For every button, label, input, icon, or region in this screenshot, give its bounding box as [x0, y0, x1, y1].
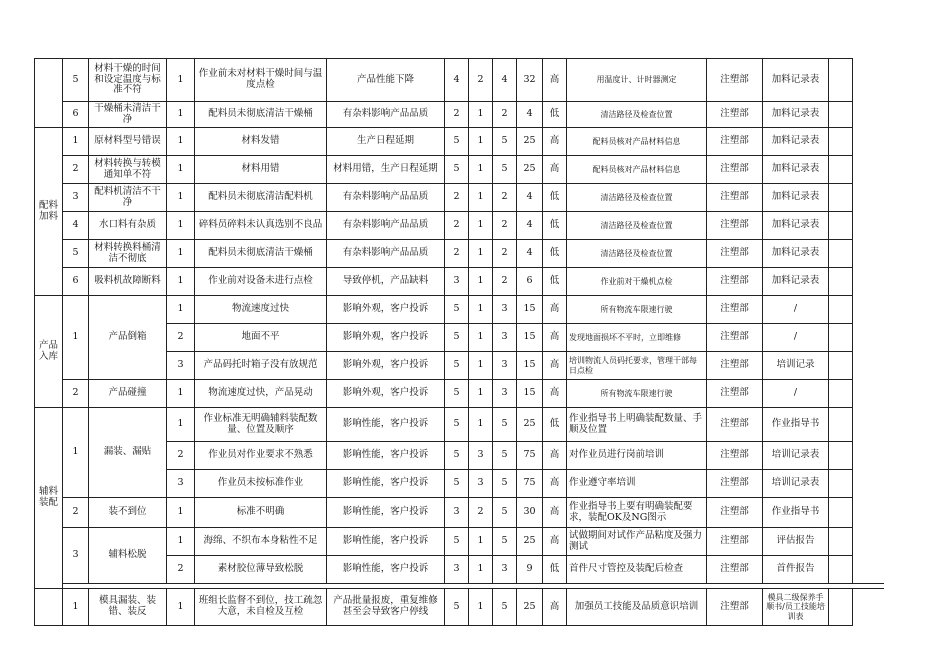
- item-number: 6: [63, 268, 89, 296]
- detection-score: 5: [493, 470, 517, 498]
- severity-score: 4: [445, 59, 469, 102]
- failure-cause: 物流速度过快: [195, 296, 327, 324]
- item-number: 3: [63, 184, 89, 212]
- record-document: 加料记录表: [763, 240, 829, 268]
- detection-score: 5: [493, 589, 517, 626]
- responsible-dept: 注塑部: [707, 380, 763, 408]
- record-document: 模具二级保养手顺书/员工技能培训表: [763, 589, 829, 626]
- severity-score: 2: [445, 184, 469, 212]
- failure-effect: 影响外观，客户投诉: [327, 352, 445, 380]
- failure-mode: 装不到位: [89, 498, 167, 528]
- occurrence-score: 1: [469, 589, 493, 626]
- process-stage: 辅料装配: [35, 408, 63, 589]
- cause-number: 3: [167, 352, 195, 380]
- failure-effect: 影响性能，客户投诉: [327, 470, 445, 498]
- failure-cause: 标准不明确: [195, 498, 327, 528]
- failure-effect: 影响性能，客户投诉: [327, 442, 445, 470]
- failure-cause: 作业标准无明确辅料装配数量、位置及顺序: [195, 408, 327, 442]
- detection-score: 2: [493, 102, 517, 128]
- failure-effect: 有杂料影响产品品质: [327, 212, 445, 240]
- rpn-value: 75: [517, 442, 543, 470]
- control-measure: 配料员核对产品材料信息: [567, 128, 707, 156]
- record-document: 培训记录: [763, 352, 829, 380]
- risk-analysis-table: [34, 58, 884, 626]
- record-document: 加料记录表: [763, 128, 829, 156]
- severity-score: 3: [445, 556, 469, 584]
- failure-effect: 影响性能，客户投诉: [327, 528, 445, 556]
- process-stage: 产品入库: [35, 296, 63, 408]
- cause-number: 2: [167, 556, 195, 584]
- failure-mode: 材料干燥的时间和设定温度与标准不符: [89, 59, 167, 102]
- risk-level: 低: [543, 212, 567, 240]
- rpn-value: 6: [517, 268, 543, 296]
- table-row: [35, 212, 885, 240]
- failure-mode: 产品碰撞: [89, 380, 167, 408]
- occurrence-score: 1: [469, 102, 493, 128]
- cause-number: 1: [167, 128, 195, 156]
- failure-mode: 产品倒箱: [89, 296, 167, 380]
- severity-score: 2: [445, 240, 469, 268]
- risk-level: 低: [543, 102, 567, 128]
- severity-score: 5: [445, 442, 469, 470]
- responsible-dept: 注塑部: [707, 589, 763, 626]
- failure-mode: 吸料机故障断料: [89, 268, 167, 296]
- failure-effect: 影响性能，客户投诉: [327, 408, 445, 442]
- control-measure: 首件尺寸管控及装配后检查: [567, 556, 707, 584]
- item-number: 5: [63, 59, 89, 102]
- record-document: 加料记录表: [763, 268, 829, 296]
- cause-number: 1: [167, 59, 195, 102]
- table-row: [35, 380, 885, 408]
- failure-mode: 材料转换料桶清洁不彻底: [89, 240, 167, 268]
- rpn-value: 25: [517, 589, 543, 626]
- failure-cause: 产品码托时箱子没有放规范: [195, 352, 327, 380]
- severity-score: 5: [445, 128, 469, 156]
- control-measure: 用温度计、计时器测定: [567, 59, 707, 102]
- cause-number: 1: [167, 268, 195, 296]
- occurrence-score: 1: [469, 408, 493, 442]
- severity-score: 5: [445, 352, 469, 380]
- remarks-cell: [829, 268, 853, 296]
- control-measure: 作业指导书上明确装配数量、手顺及位置: [567, 408, 707, 442]
- failure-effect: 有杂料影响产品品质: [327, 240, 445, 268]
- risk-level: 低: [543, 408, 567, 442]
- failure-mode: 辅料松脱: [89, 528, 167, 584]
- item-number: 2: [63, 156, 89, 184]
- failure-mode: 配料机清洁不干净: [89, 184, 167, 212]
- rpn-value: 75: [517, 470, 543, 498]
- cause-number: 1: [167, 156, 195, 184]
- remarks-cell: [829, 212, 853, 240]
- item-number: 1: [63, 589, 89, 626]
- detection-score: 5: [493, 528, 517, 556]
- risk-level: 高: [543, 589, 567, 626]
- failure-cause: 物流速度过快，产品晃动: [195, 380, 327, 408]
- record-document: 加料记录表: [763, 212, 829, 240]
- table-row: [35, 528, 885, 556]
- remarks-cell: [829, 528, 853, 556]
- failure-cause: 配料员未彻底清洁配料机: [195, 184, 327, 212]
- record-document: 加料记录表: [763, 59, 829, 102]
- detection-score: 3: [493, 352, 517, 380]
- cause-number: 3: [167, 470, 195, 498]
- failure-effect: 影响性能，客户投诉: [327, 498, 445, 528]
- rpn-value: 25: [517, 408, 543, 442]
- occurrence-score: 1: [469, 156, 493, 184]
- item-number: 4: [63, 212, 89, 240]
- record-document: 加料记录表: [763, 156, 829, 184]
- severity-score: 5: [445, 470, 469, 498]
- failure-cause: 材料发错: [195, 128, 327, 156]
- risk-level: 高: [543, 470, 567, 498]
- control-measure: 试做期间对试作产品粘度及强力测试: [567, 528, 707, 556]
- cause-number: 2: [167, 324, 195, 352]
- cause-number: 1: [167, 408, 195, 442]
- item-number: 1: [63, 128, 89, 156]
- remarks-cell: [829, 59, 853, 102]
- failure-effect: 有杂料影响产品品质: [327, 184, 445, 212]
- occurrence-score: 1: [469, 556, 493, 584]
- control-measure: 发现地面损坏不平时，立即维修: [567, 324, 707, 352]
- responsible-dept: 注塑部: [707, 102, 763, 128]
- risk-level: 高: [543, 156, 567, 184]
- failure-cause: 地面不平: [195, 324, 327, 352]
- rpn-value: 25: [517, 528, 543, 556]
- severity-score: 5: [445, 380, 469, 408]
- remarks-cell: [829, 470, 853, 498]
- failure-effect: 生产日程延期: [327, 128, 445, 156]
- table-row: [35, 156, 885, 184]
- failure-effect: 材料用错，生产日程延期: [327, 156, 445, 184]
- cause-number: 1: [167, 380, 195, 408]
- table-row: [35, 184, 885, 212]
- table-row: [35, 59, 885, 102]
- record-document: 培训记录表: [763, 470, 829, 498]
- risk-level: 高: [543, 352, 567, 380]
- item-number: 6: [63, 102, 89, 128]
- occurrence-score: 1: [469, 296, 493, 324]
- record-document: /: [763, 324, 829, 352]
- failure-cause: 配料员未彻底清洁干燥桶: [195, 102, 327, 128]
- control-measure: 清洁路径及检查位置: [567, 240, 707, 268]
- rpn-value: 4: [517, 240, 543, 268]
- remarks-cell: [829, 352, 853, 380]
- failure-cause: 班组长监督不到位，技工疏忽大意，未自检及互检: [195, 589, 327, 626]
- item-number: 2: [63, 380, 89, 408]
- failure-effect: 有杂料影响产品品质: [327, 102, 445, 128]
- severity-score: 5: [445, 296, 469, 324]
- control-measure: 加强员工技能及品质意识培训: [567, 589, 707, 626]
- remarks-cell: [829, 324, 853, 352]
- failure-cause: 作业前未对材料干燥时间与温度点检: [195, 59, 327, 102]
- occurrence-score: 1: [469, 128, 493, 156]
- control-measure: 作业指导书上要有明确装配要求，装配OK及NG图示: [567, 498, 707, 528]
- remarks-cell: [829, 240, 853, 268]
- item-number: 1: [63, 408, 89, 498]
- failure-mode: 材料转换与转模通知单不符: [89, 156, 167, 184]
- remarks-cell: [829, 296, 853, 324]
- occurrence-score: 2: [469, 59, 493, 102]
- failure-effect: 影响性能，客户投诉: [327, 556, 445, 584]
- occurrence-score: 1: [469, 212, 493, 240]
- risk-level: 低: [543, 184, 567, 212]
- failure-cause: 作业员未按标准作业: [195, 470, 327, 498]
- item-number: 5: [63, 240, 89, 268]
- failure-effect: 产品性能下降: [327, 59, 445, 102]
- severity-score: 2: [445, 212, 469, 240]
- table-row: [35, 102, 885, 128]
- severity-score: 3: [445, 268, 469, 296]
- table-row: [35, 268, 885, 296]
- remarks-cell: [829, 102, 853, 128]
- cause-number: 1: [167, 528, 195, 556]
- control-measure: 清洁路径及检查位置: [567, 212, 707, 240]
- process-stage-cell: [35, 59, 63, 128]
- risk-level: 高: [543, 128, 567, 156]
- item-number: 3: [63, 528, 89, 584]
- rpn-value: 4: [517, 184, 543, 212]
- remarks-cell: [829, 184, 853, 212]
- risk-level: 低: [543, 556, 567, 584]
- control-measure: 作业遵守率培训: [567, 470, 707, 498]
- risk-level: 高: [543, 442, 567, 470]
- cause-number: 2: [167, 442, 195, 470]
- failure-mode: 漏装、漏贴: [89, 408, 167, 498]
- cause-number: 1: [167, 296, 195, 324]
- occurrence-score: 1: [469, 380, 493, 408]
- severity-score: 3: [445, 498, 469, 528]
- process-stage: 配料加料: [35, 128, 63, 296]
- occurrence-score: 1: [469, 240, 493, 268]
- rpn-value: 30: [517, 498, 543, 528]
- item-number: 1: [63, 296, 89, 380]
- rpn-value: 25: [517, 156, 543, 184]
- occurrence-score: 2: [469, 498, 493, 528]
- detection-score: 2: [493, 268, 517, 296]
- control-measure: 清洁路径及检查位置: [567, 102, 707, 128]
- severity-score: 5: [445, 324, 469, 352]
- table-row: [35, 408, 885, 442]
- rpn-value: 15: [517, 324, 543, 352]
- detection-score: 5: [493, 442, 517, 470]
- failure-effect: 产品批量报废，重复维修甚至会导致客户停线: [327, 589, 445, 626]
- rpn-value: 25: [517, 128, 543, 156]
- detection-score: 5: [493, 408, 517, 442]
- responsible-dept: 注塑部: [707, 128, 763, 156]
- responsible-dept: 注塑部: [707, 240, 763, 268]
- risk-level: 高: [543, 528, 567, 556]
- detection-score: 3: [493, 296, 517, 324]
- cause-number: 1: [167, 102, 195, 128]
- responsible-dept: 注塑部: [707, 528, 763, 556]
- detection-score: 5: [493, 128, 517, 156]
- rpn-value: 15: [517, 296, 543, 324]
- failure-cause: 作业员对作业要求不熟悉: [195, 442, 327, 470]
- detection-score: 5: [493, 498, 517, 528]
- cause-number: 1: [167, 589, 195, 626]
- record-document: 作业指导书: [763, 498, 829, 528]
- severity-score: 5: [445, 528, 469, 556]
- detection-score: 2: [493, 240, 517, 268]
- control-measure: 培训物流人员码托要求，管理干部每日点检: [567, 352, 707, 380]
- control-measure: 所有物流车限速行驶: [567, 296, 707, 324]
- risk-level: 高: [543, 296, 567, 324]
- responsible-dept: 注塑部: [707, 498, 763, 528]
- occurrence-score: 1: [469, 352, 493, 380]
- responsible-dept: 注塑部: [707, 442, 763, 470]
- failure-cause: 海绵、不织布本身粘性不足: [195, 528, 327, 556]
- failure-mode: 原材料型号错误: [89, 128, 167, 156]
- responsible-dept: 注塑部: [707, 470, 763, 498]
- detection-score: 3: [493, 380, 517, 408]
- cause-number: 1: [167, 240, 195, 268]
- failure-cause: 材料用错: [195, 156, 327, 184]
- responsible-dept: 注塑部: [707, 352, 763, 380]
- detection-score: 3: [493, 556, 517, 584]
- record-document: 加料记录表: [763, 184, 829, 212]
- rpn-value: 15: [517, 352, 543, 380]
- control-measure: 对作业员进行岗前培训: [567, 442, 707, 470]
- remarks-cell: [829, 156, 853, 184]
- table-row: [35, 296, 885, 324]
- responsible-dept: 注塑部: [707, 408, 763, 442]
- occurrence-score: 1: [469, 528, 493, 556]
- occurrence-score: 1: [469, 324, 493, 352]
- table-row: [35, 589, 885, 626]
- remarks-cell: [829, 589, 853, 626]
- item-number: 2: [63, 498, 89, 528]
- table-row: [35, 240, 885, 268]
- severity-score: 5: [445, 156, 469, 184]
- risk-level: 高: [543, 59, 567, 102]
- table-row: [35, 498, 885, 528]
- failure-effect: 影响外观，客户投诉: [327, 324, 445, 352]
- severity-score: 5: [445, 408, 469, 442]
- detection-score: 3: [493, 324, 517, 352]
- rpn-value: 4: [517, 102, 543, 128]
- rpn-value: 4: [517, 212, 543, 240]
- responsible-dept: 注塑部: [707, 556, 763, 584]
- record-document: /: [763, 380, 829, 408]
- control-measure: 作业前对干燥机点检: [567, 268, 707, 296]
- responsible-dept: 注塑部: [707, 59, 763, 102]
- responsible-dept: 注塑部: [707, 324, 763, 352]
- risk-level: 高: [543, 324, 567, 352]
- failure-mode: 干燥桶未清洁干净: [89, 102, 167, 128]
- remarks-cell: [829, 408, 853, 442]
- responsible-dept: 注塑部: [707, 268, 763, 296]
- control-measure: 所有物流车限速行驶: [567, 380, 707, 408]
- failure-cause: 素材胶位薄导致松脱: [195, 556, 327, 584]
- record-document: 培训记录表: [763, 442, 829, 470]
- record-document: /: [763, 296, 829, 324]
- remarks-cell: [829, 498, 853, 528]
- remarks-cell: [829, 556, 853, 584]
- risk-level: 高: [543, 498, 567, 528]
- occurrence-score: 3: [469, 442, 493, 470]
- failure-cause: 碎料员碎料未认真选别不良品: [195, 212, 327, 240]
- failure-mode: 水口料有杂质: [89, 212, 167, 240]
- record-document: 加料记录表: [763, 102, 829, 128]
- failure-cause: 配料员未彻底清洁干燥桶: [195, 240, 327, 268]
- detection-score: 2: [493, 184, 517, 212]
- occurrence-score: 1: [469, 268, 493, 296]
- record-document: 首件报告: [763, 556, 829, 584]
- cause-number: 1: [167, 184, 195, 212]
- rpn-value: 32: [517, 59, 543, 102]
- detection-score: 5: [493, 156, 517, 184]
- responsible-dept: 注塑部: [707, 212, 763, 240]
- record-document: 评估报告: [763, 528, 829, 556]
- failure-mode: 模具漏装、装错、装反: [89, 589, 167, 626]
- responsible-dept: 注塑部: [707, 296, 763, 324]
- failure-effect: 影响外观，客户投诉: [327, 296, 445, 324]
- failure-cause: 作业前对设备未进行点检: [195, 268, 327, 296]
- responsible-dept: 注塑部: [707, 184, 763, 212]
- detection-score: 4: [493, 59, 517, 102]
- remarks-cell: [829, 128, 853, 156]
- risk-level: 低: [543, 268, 567, 296]
- cause-number: 1: [167, 498, 195, 528]
- remarks-cell: [829, 442, 853, 470]
- failure-effect: 影响外观，客户投诉: [327, 380, 445, 408]
- process-stage-cell: [35, 589, 63, 626]
- cause-number: 1: [167, 212, 195, 240]
- risk-level: 高: [543, 380, 567, 408]
- severity-score: 2: [445, 102, 469, 128]
- occurrence-score: 1: [469, 184, 493, 212]
- occurrence-score: 3: [469, 470, 493, 498]
- table-row: [35, 128, 885, 156]
- responsible-dept: 注塑部: [707, 156, 763, 184]
- risk-level: 低: [543, 240, 567, 268]
- rpn-value: 9: [517, 556, 543, 584]
- control-measure: 清洁路径及检查位置: [567, 184, 707, 212]
- control-measure: 配料员核对产品材料信息: [567, 156, 707, 184]
- severity-score: 5: [445, 589, 469, 626]
- record-document: 作业指导书: [763, 408, 829, 442]
- failure-effect: 导致停机，产品缺料: [327, 268, 445, 296]
- rpn-value: 15: [517, 380, 543, 408]
- detection-score: 2: [493, 212, 517, 240]
- remarks-cell: [829, 380, 853, 408]
